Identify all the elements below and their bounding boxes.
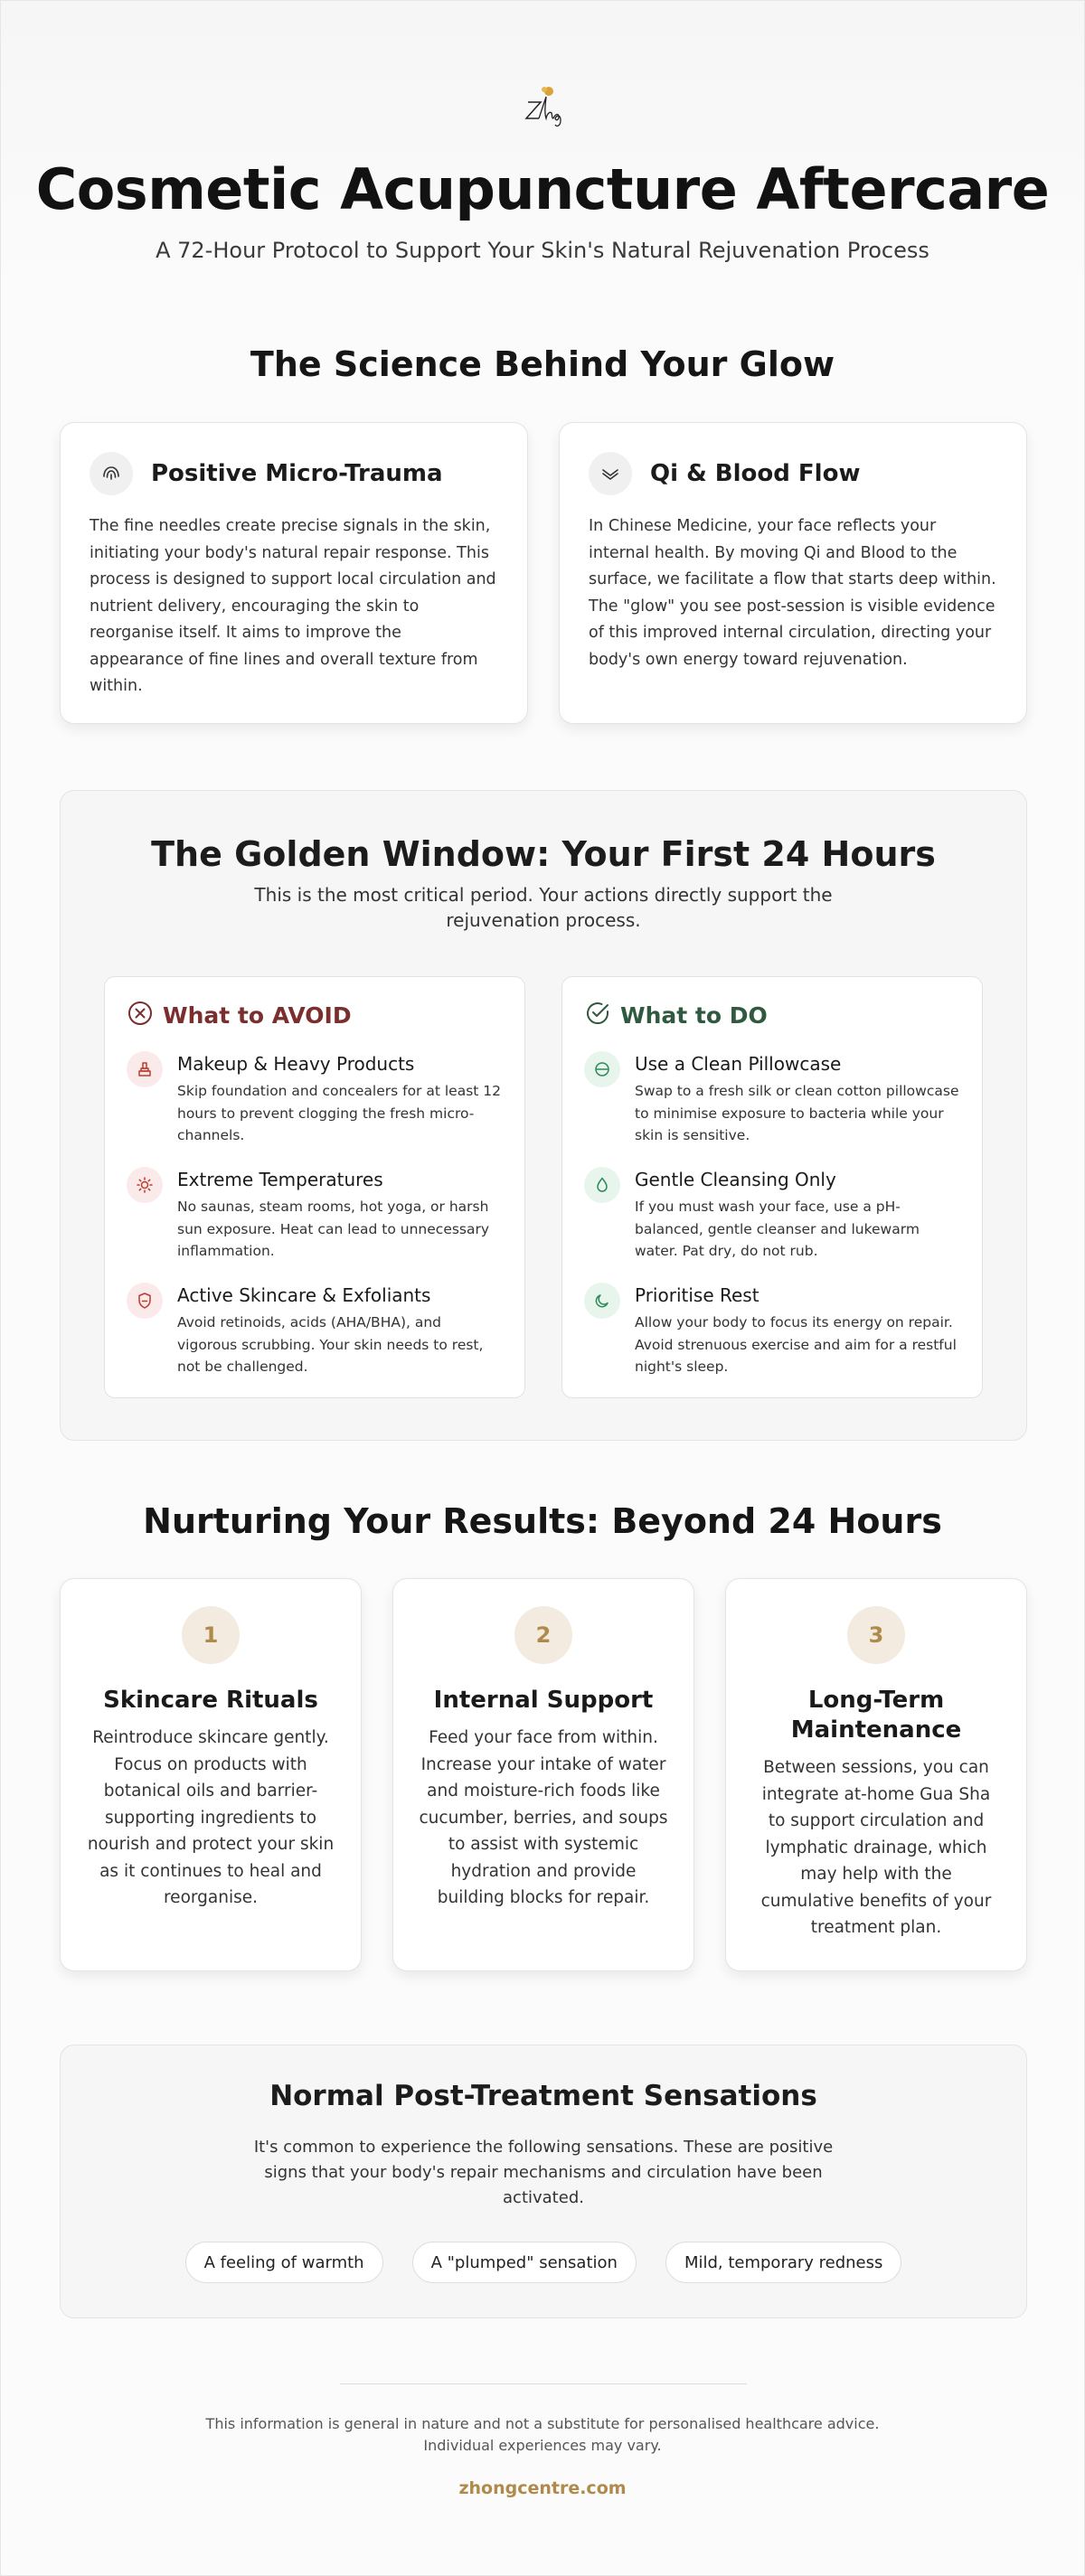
step-body: Between sessions, you can integrate at-home Gua Sha to support circulation and lymphatic drainage, which may help with the cumulative benefits of your treatment plan. [760,1758,992,1937]
x-circle-icon [127,1000,154,1030]
do-item-body: Swap to a fresh silk or clean cotton pillowcase to minimise exposure to bacteria while your skin is sensitive. [635,1083,959,1143]
do-column [561,976,983,1398]
avoid-item [127,1167,503,1283]
avoid-item-body: Skip foundation and concealers for at least 12 hours to prevent clogging the fresh micro-channels. [177,1083,502,1143]
science-card-micro-trauma [60,422,528,724]
nurture-section-title: Nurturing Your Results: Beyond 24 Hours [143,1501,942,1541]
golden-window-intro: This is the most critical period. Your actions directly support the rejuvenation process. [254,884,833,931]
hero [1,1,1084,295]
golden-window-section [60,790,1027,1441]
science-section-title: The Science Behind Your Glow [250,344,835,384]
avoid-item-title: Extreme Temperatures [177,1169,383,1190]
do-item [584,1051,960,1167]
pillow-icon [584,1051,620,1087]
do-item-title: Gentle Cleansing Only [635,1169,836,1190]
step-card-maintenance [725,1578,1027,1971]
step-title: Internal Support [433,1687,654,1714]
sensation-pill: A feeling of warmth [185,2242,383,2283]
sensations-section [60,2045,1027,2318]
fingerprint-icon [90,452,133,495]
avoid-item-body: Avoid retinoids, acids (AHA/BHA), and vigorous scrubbing. Your skin needs to rest, not be challenged. [177,1314,484,1375]
moon-icon [584,1283,620,1319]
sensations-title: Normal Post-Treatment Sensations [269,2080,817,2112]
page-title: Cosmetic Acupuncture Aftercare [35,156,1050,222]
science-card-title: Positive Micro-Trauma [151,460,443,487]
step-number: 3 [847,1606,905,1664]
avoid-title: What to AVOID [163,1001,352,1029]
sensations-body: It's common to experience the following sensations. These are positive signs that your body's repair mechanisms and circulation have been activated. [253,2138,834,2207]
sensation-pill: A "plumped" sensation [412,2242,637,2283]
avoid-item [127,1051,503,1167]
step-title: Skincare Rituals [103,1687,318,1714]
do-item-body: If you must wash your face, use a pH-balanced, gentle cleanser and lukewarm water. Pat dry, do not rub. [635,1199,920,1259]
sensation-pills [61,2242,1026,2283]
lipstick-icon [127,1051,163,1087]
footer-disclaimer: This information is general in nature and not a substitute for personalised healthcare advice. Individual experiences may vary. [205,2415,880,2454]
sun-icon [127,1167,163,1203]
water-drop-icon [584,1167,620,1203]
do-item-title: Use a Clean Pillowcase [635,1053,842,1075]
science-card-title: Qi & Blood Flow [650,460,861,487]
avoid-item [127,1283,503,1398]
flow-chevrons-icon [589,452,632,495]
footer-divider [340,2383,747,2384]
science-card-body: The fine needles create precise signals in the skin, initiating your body's natural repair response. This process is designed to support local circulation and nutrient delivery, encouraging the skin to reorganise itself. It aims to improve the appearance of fine lines and overall texture from within. [90,517,496,695]
avoid-item-title: Makeup & Heavy Products [177,1053,415,1075]
shield-icon [127,1283,163,1319]
page-subtitle: A 72-Hour Protocol to Support Your Skin's Natural Rejuvenation Process [156,238,929,263]
step-card-skincare [60,1578,362,1971]
step-number: 1 [182,1606,240,1664]
step-body: Reintroduce skincare gently. Focus on products with botanical oils and barrier-supporting ingredients to nourish and protect your skin as it continues to heal and reorganise. [87,1728,335,1907]
avoid-item-title: Active Skincare & Exfoliants [177,1284,431,1306]
science-card-body: In Chinese Medicine, your face reflects your internal health. By moving Qi and Blood to the surface, we facilitate a flow that starts deep within. The "glow" you see post-session is visible evidence of this improved internal circulation, directing your body's own energy toward rejuvenation. [589,517,996,669]
do-item-title: Prioritise Rest [635,1284,760,1306]
step-body: Feed your face from within. Increase your intake of water and moisture-rich foods like cucumber, berries, and soups to assist with systemic hydration and provide building blocks for repair. [419,1728,668,1907]
do-item [584,1167,960,1283]
do-item [584,1283,960,1398]
check-circle-icon [584,1000,611,1030]
avoid-column [104,976,525,1398]
golden-window-title: The Golden Window: Your First 24 Hours [151,834,936,874]
step-number: 2 [514,1606,572,1664]
zhong-signature-logo [519,84,568,129]
step-card-internal [392,1578,694,1971]
do-title: What to DO [620,1001,768,1029]
step-title: Long-Term Maintenance [790,1687,962,1744]
do-item-body: Allow your body to focus its energy on repair. Avoid strenuous exercise and aim for a restful night's sleep. [635,1314,957,1375]
science-card-qi-blood [559,422,1027,724]
sensation-pill: Mild, temporary redness [665,2242,901,2283]
avoid-item-body: No saunas, steam rooms, hot yoga, or harsh sun exposure. Heat can lead to unnecessary inflammation. [177,1199,490,1259]
footer-website-link[interactable]: zhongcentre.com [458,2478,627,2498]
